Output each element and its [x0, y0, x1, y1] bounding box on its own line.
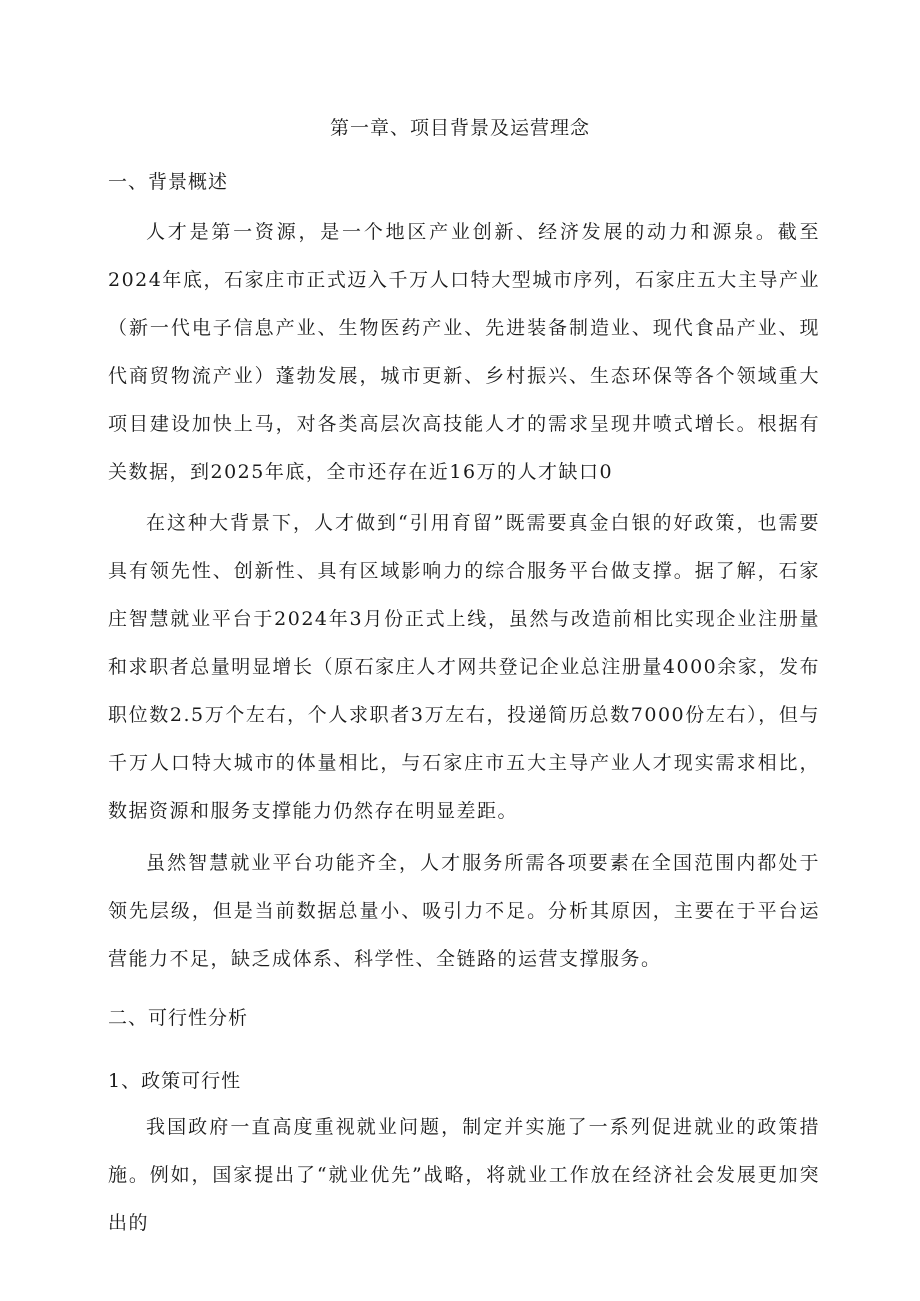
section-heading-feasibility: 二、可行性分析	[108, 1007, 249, 1029]
chapter-title: 第一章、项目背景及运营理念	[329, 117, 590, 139]
section-heading-background: 一、背景概述	[108, 171, 229, 193]
subsection-heading-policy: 1、政策可行性	[108, 1070, 242, 1092]
paragraph-background-1: 人才是第一资源，是一个地区产业创新、经济发展的动力和源泉。截至2024年底，石家庄市正式迈入千万人口特大型城市序列，石家庄五大主导产业（新一代电子信息产业、生物医药产业、先进装备制造业、现代食品产业、现代商贸物流产业）蓬勃发展，城市更新、乡村振兴、生态环保等各个领域重大项目建设加快上马，对各类高层次高技能人才的需求呈现井喷式增长。根据有关数据，到2025年底，全市还存在近16万的人才缺口0	[108, 221, 820, 483]
paragraph-background-3: 虽然智慧就业平台功能齐全，人才服务所需各项要素在全国范围内都处于领先层级，但是当前数据总量小、吸引力不足。分析其原因，主要在于平台运营能力不足，缺乏成体系、科学性、全链路的运营支撑服务。	[108, 852, 820, 970]
paragraph-policy: 我国政府一直高度重视就业问题，制定并实施了一系列促进就业的政策措施。例如，国家提出了“就业优先”战略，将就业工作放在经济社会发展更加突出的	[108, 1116, 820, 1234]
paragraph-background-2: 在这种大背景下，人才做到“引用育留”既需要真金白银的好政策，也需要具有领先性、创新性、具有区域影响力的综合服务平台做支撑。据了解，石家庄智慧就业平台于2024年3月份正式上线，虽然与改造前相比实现企业注册量和求职者总量明显增长（原石家庄人才网共登记企业总注册量4000余家，发布职位数2.5万个左右，个人求职者3万左右，投递简历总数7000份左右），但与千万人口特大城市的体量相比，与石家庄市五大主导产业人才现实需求相比，数据资源和服务支撑能力仍然存在明显差距。	[108, 512, 820, 822]
